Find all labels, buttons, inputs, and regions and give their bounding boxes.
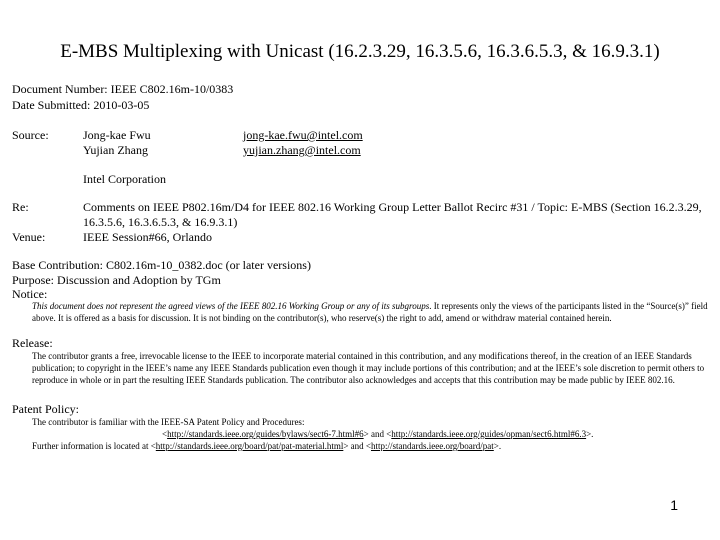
author-email-link[interactable]: yujian.zhang@intel.com	[243, 143, 361, 157]
date-submitted: Date Submitted: 2010-03-05	[12, 98, 150, 112]
re-text: Comments on IEEE P802.16m/D4 for IEEE 802.16 Working Group Letter Ballot Recirc #31 / Topic: E-MBS (Section 16.2.3.29, 16.3.5.6, 16.3.6.5.3, & 16.9.3.1)	[83, 200, 702, 229]
notice-text	[32, 300, 712, 324]
bylaws-link[interactable]: http://standards.ieee.org/guides/bylaws/sect6-7.html#6	[167, 429, 364, 439]
page-number: 1	[670, 497, 678, 513]
venue-text: IEEE Session#66, Orlando	[83, 230, 212, 244]
notice-rest: . It represents only the views of the participants listed in the “Source(s)” field above. It is offered as a basis for discussion. It is not binding on the contributor(s), who reserve(s) the right to add, amend or withdraw material contained herein.	[32, 301, 708, 323]
patent-further-info	[32, 440, 501, 452]
opman-link[interactable]: http://standards.ieee.org/guides/opman/sect6.html#6.3	[391, 429, 587, 439]
author-email-link[interactable]: jong-kae.fwu@intel.com	[243, 128, 363, 142]
document-number: Document Number: IEEE C802.16m-10/0383	[12, 82, 234, 96]
patent-text: >.	[586, 429, 594, 439]
re-label: Re:	[12, 200, 29, 214]
base-contribution: Base Contribution: C802.16m-10_0382.doc (or later versions)	[12, 258, 311, 272]
patent-text: <	[162, 429, 168, 439]
patent-text: Further information is located at <	[32, 441, 156, 451]
patent-text: > and <	[343, 441, 371, 451]
organization: Intel Corporation	[83, 172, 166, 186]
patent-text: > and <	[363, 429, 392, 439]
patent-policy-line: The contributor is familiar with the IEEE-SA Patent Policy and Procedures:	[32, 417, 305, 427]
document-title: E-MBS Multiplexing with Unicast (16.2.3.29, 16.3.5.6, 16.3.6.5.3, & 16.9.3.1)	[60, 41, 660, 62]
author-name: Yujian Zhang	[83, 143, 148, 157]
release-label: Release:	[12, 336, 53, 350]
pat-board-link[interactable]: http://standards.ieee.org/board/pat	[370, 441, 494, 451]
notice-label: Notice:	[12, 287, 48, 301]
author-name: Jong-kae Fwu	[83, 128, 151, 142]
patent-policy-label: Patent Policy:	[12, 402, 79, 416]
pat-material-link[interactable]: http://standards.ieee.org/board/pat/pat-material.html	[155, 441, 344, 451]
source-label: Source:	[12, 128, 49, 142]
release-text: The contributor grants a free, irrevocable license to the IEEE to incorporate material contained in this contribution, and any modifications thereof, in the creation of an IEEE Standards publication; to copyright in the IEEE’s name any IEEE Standards publication even though it may include portions of this contribution; and at the IEEE’s sole discretion to permit others to reproduce in whole or in part the resulting IEEE Standards publication. The contributor also acknowledges and accepts that this contribution may be made public by IEEE 802.16.	[32, 351, 705, 385]
patent-policy-links	[162, 428, 593, 440]
venue-label: Venue:	[12, 230, 46, 244]
notice-italic: This document does not represent the agreed views of the IEEE 802.16 Working Group or any of its subgroups	[32, 301, 430, 311]
purpose: Purpose: Discussion and Adoption by TGm	[12, 273, 221, 287]
patent-text: >.	[493, 441, 502, 451]
